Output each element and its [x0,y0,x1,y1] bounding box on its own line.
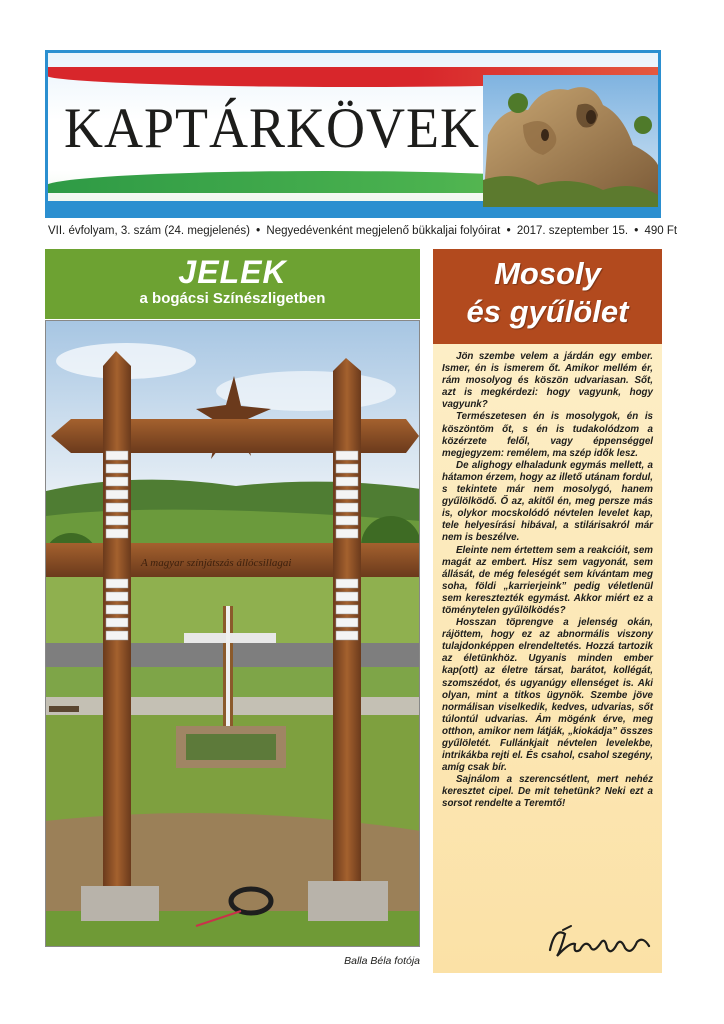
issue-date: 2017. szeptember 15. [516,225,629,237]
left-article-header [45,249,420,319]
right-article-title-line1: Mosoly [494,256,601,291]
left-article-subtitle: a bogácsi Színészligetben [139,290,326,307]
photo-credit: Balla Béla fotója [344,955,420,967]
article-paragraph: Jön szembe velem a járdán egy ember. Ismer, én is ismerem őt. Amikor mellém ér, rám mosolyog és köszön udvariasan. Sőt, azt is megkérdezi: hogy vagyunk, hogy vagyunk? [442,351,653,411]
separator: • [634,225,639,237]
issue-number: VII. évfolyam, 3. szám (24. megjelenés) [48,225,250,237]
masthead [45,50,661,218]
right-article-header [433,249,662,344]
separator: • [256,225,261,237]
cross-monument-photo [45,320,420,947]
article-paragraph: Eleinte nem értettem sem a reakcióit, sem magát az embert. Hisz sem vagyonát, sem állását, de még feleségét sem kívántam meg soha, földi „karrierjeink” pedig véletlenül sem keresztezték egymást. Akkor miért ez a töménytelen gyűlölködés? [442,544,653,616]
right-article-body [433,344,662,973]
masthead-rock-photo [483,75,658,207]
article-paragraph: Természetesen én is mosolygok, én is köszöntöm őt, s én is tudakolódzom a közérzete felől, vagy éppenséggel megjegyzem: remélem, ma szép idők lesz. [442,411,653,459]
photo-illustration [46,321,420,947]
article-paragraph: Sajnálom a szerencsétlent, mert nehéz keresztet cipel. De mit tehetünk? Neki ezt a sorsot rendelte a Teremtő! [442,774,653,810]
article-paragraph: Hosszan töprengve a jelenség okán, rájöttem, hogy ez az abnormális viszony tulajdonképpen elrendeltetés. Hozzá tartozik az életünkhöz. Ugyanis minden ember kap(ott) az életre társat, barátot, kollégát, szomszédot, és ugyanúgy ellenséget is. Aki olyan, mint a titkos ügynök. Szembe jöve normálisan viselkedik, kedves, udvarias, sőt túlontúl udvarias. Ám mögénk érve, meg otthon, amikor nem látják, „kiokádja” összes gyűlöletét. Fullánkjait névtelen levelekbe, intrikákba rejti el. És csahol, csahol szegény, amíg csak bír. [442,617,653,774]
right-article-title-line2: és gyűlölet [466,294,629,329]
publication-description: Negyedévenként megjelenő bükkaljai folyóirat [266,225,501,237]
issue-price: 490 Ft [644,225,678,237]
author-signature [545,922,655,962]
left-article-title: JELEK [178,254,287,290]
article-paragraph: De alighogy elhaladunk egymás mellett, a hátamon érzem, hogy az illető utánam fordul, s tekintete már nem mosolygó, hanem gyűlölködő. Ő az, akitől én, meg persze más is, olykor mocskolódó névtelen levelet kap, tele helyesírási hibával, a stilárisakról már nem is beszélve. [442,459,653,544]
masthead-title: KAPTÁRKÖVEK [64,96,480,160]
separator: • [506,225,511,237]
issue-info-line [48,225,678,237]
beam-inscription: A magyar színjátszás állócsillagai [141,557,292,569]
